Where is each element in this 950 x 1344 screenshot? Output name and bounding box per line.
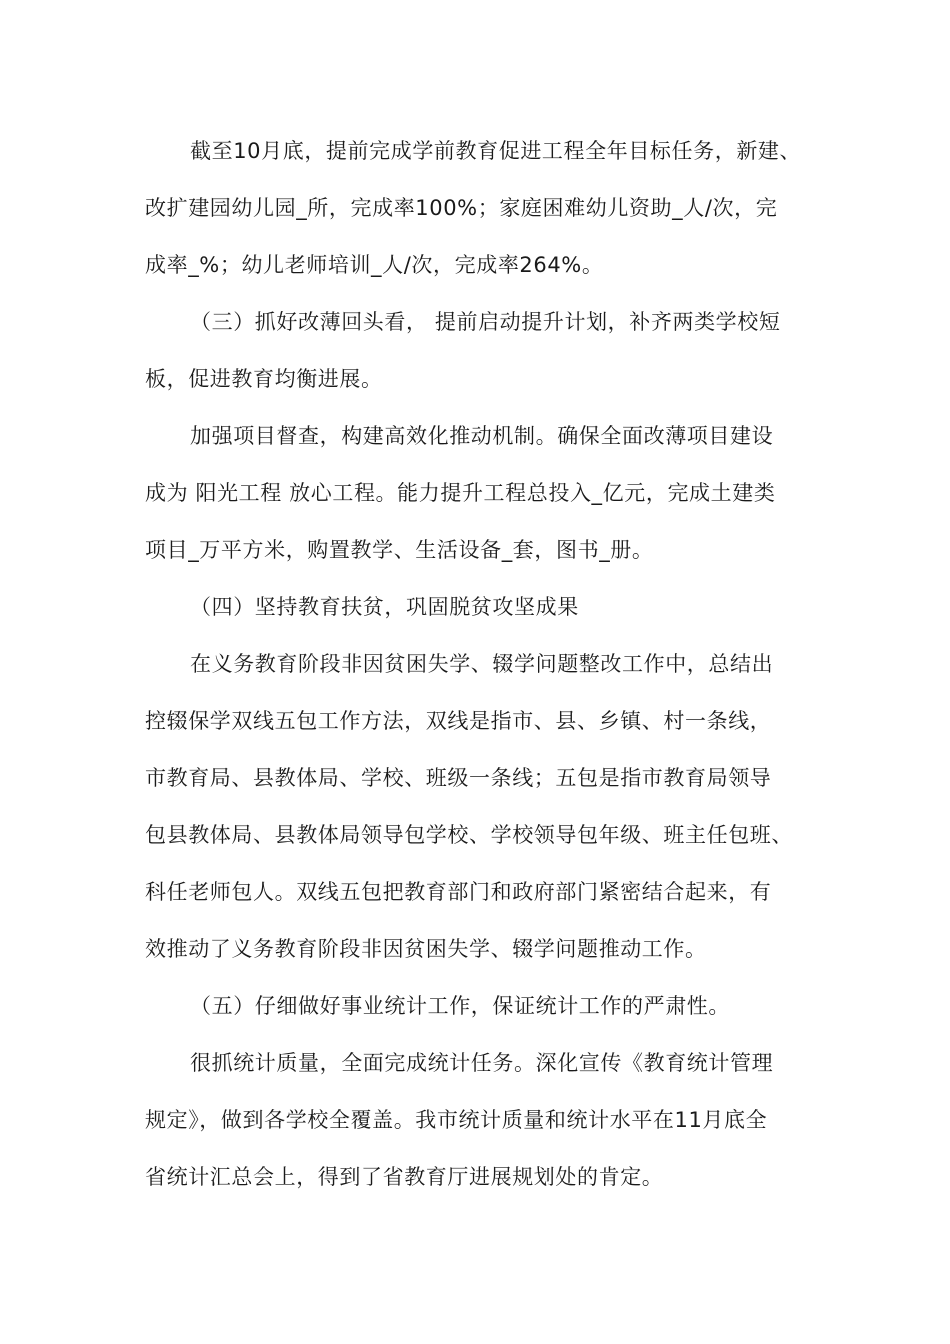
text-line: 效推动了义务教育阶段非因贫困失学、辍学问题推动工作。 [145, 937, 707, 961]
document-body [145, 123, 825, 1206]
text-line: 加强项目督查，构建高效化推动机制。确保全面改薄项目建设 [190, 424, 774, 448]
paragraph-statistics-quality [145, 1035, 825, 1206]
text-line: 规定》，做到各学校全覆盖。我市统计质量和统计水平在11月底全 [145, 1108, 768, 1132]
text-line: （五）仔细做好事业统计工作，保证统计工作的严肃性。 [190, 994, 730, 1018]
text-line: 改扩建园幼儿园_所，完成率100%；家庭困难幼儿资助_人/次，完 [145, 196, 778, 220]
heading-section-four [145, 579, 825, 636]
paragraph-dropout-control [145, 636, 825, 978]
text-line: 在义务教育阶段非因贫困失学、辍学问题整改工作中，总结出 [190, 652, 774, 676]
text-line: 成率_%；幼儿老师培训_人/次，完成率264%。 [145, 253, 604, 277]
text-line: 省统计汇总会上，得到了省教育厅进展规划处的肯定。 [145, 1165, 664, 1189]
paragraph-project-supervision [145, 408, 825, 579]
text-line: 成为 阳光工程 放心工程。能力提升工程总投入_亿元，完成土建类 [145, 481, 776, 505]
text-line: 项目_万平方米，购置教学、生活设备_套，图书_册。 [145, 538, 654, 562]
text-line: 很抓统计质量，全面完成统计任务。深化宣传《教育统计管理 [190, 1051, 774, 1075]
text-line: 板，促进教育均衡进展。 [145, 367, 383, 391]
text-line: 市教育局、县教体局、学校、班级一条线；五包是指市教育局领导 [145, 766, 772, 790]
text-line: 包县教体局、县教体局领导包学校、学校领导包年级、班主任包班、 [145, 823, 793, 847]
text-line: 控辍保学双线五包工作方法，双线是指市、县、乡镇、村一条线， [145, 709, 772, 733]
heading-section-three [145, 294, 825, 408]
text-line: （三）抓好改薄回头看， 提前启动提升计划，补齐两类学校短 [190, 310, 781, 334]
paragraph-preschool-progress [145, 123, 825, 294]
heading-section-five [145, 978, 825, 1035]
text-line: 截至10月底，提前完成学前教育促进工程全年目标任务，新建、 [190, 139, 802, 163]
text-line: （四）坚持教育扶贫，巩固脱贫攻坚成果 [190, 595, 579, 619]
text-line: 科任老师包人。双线五包把教育部门和政府部门紧密结合起来，有 [145, 880, 772, 904]
